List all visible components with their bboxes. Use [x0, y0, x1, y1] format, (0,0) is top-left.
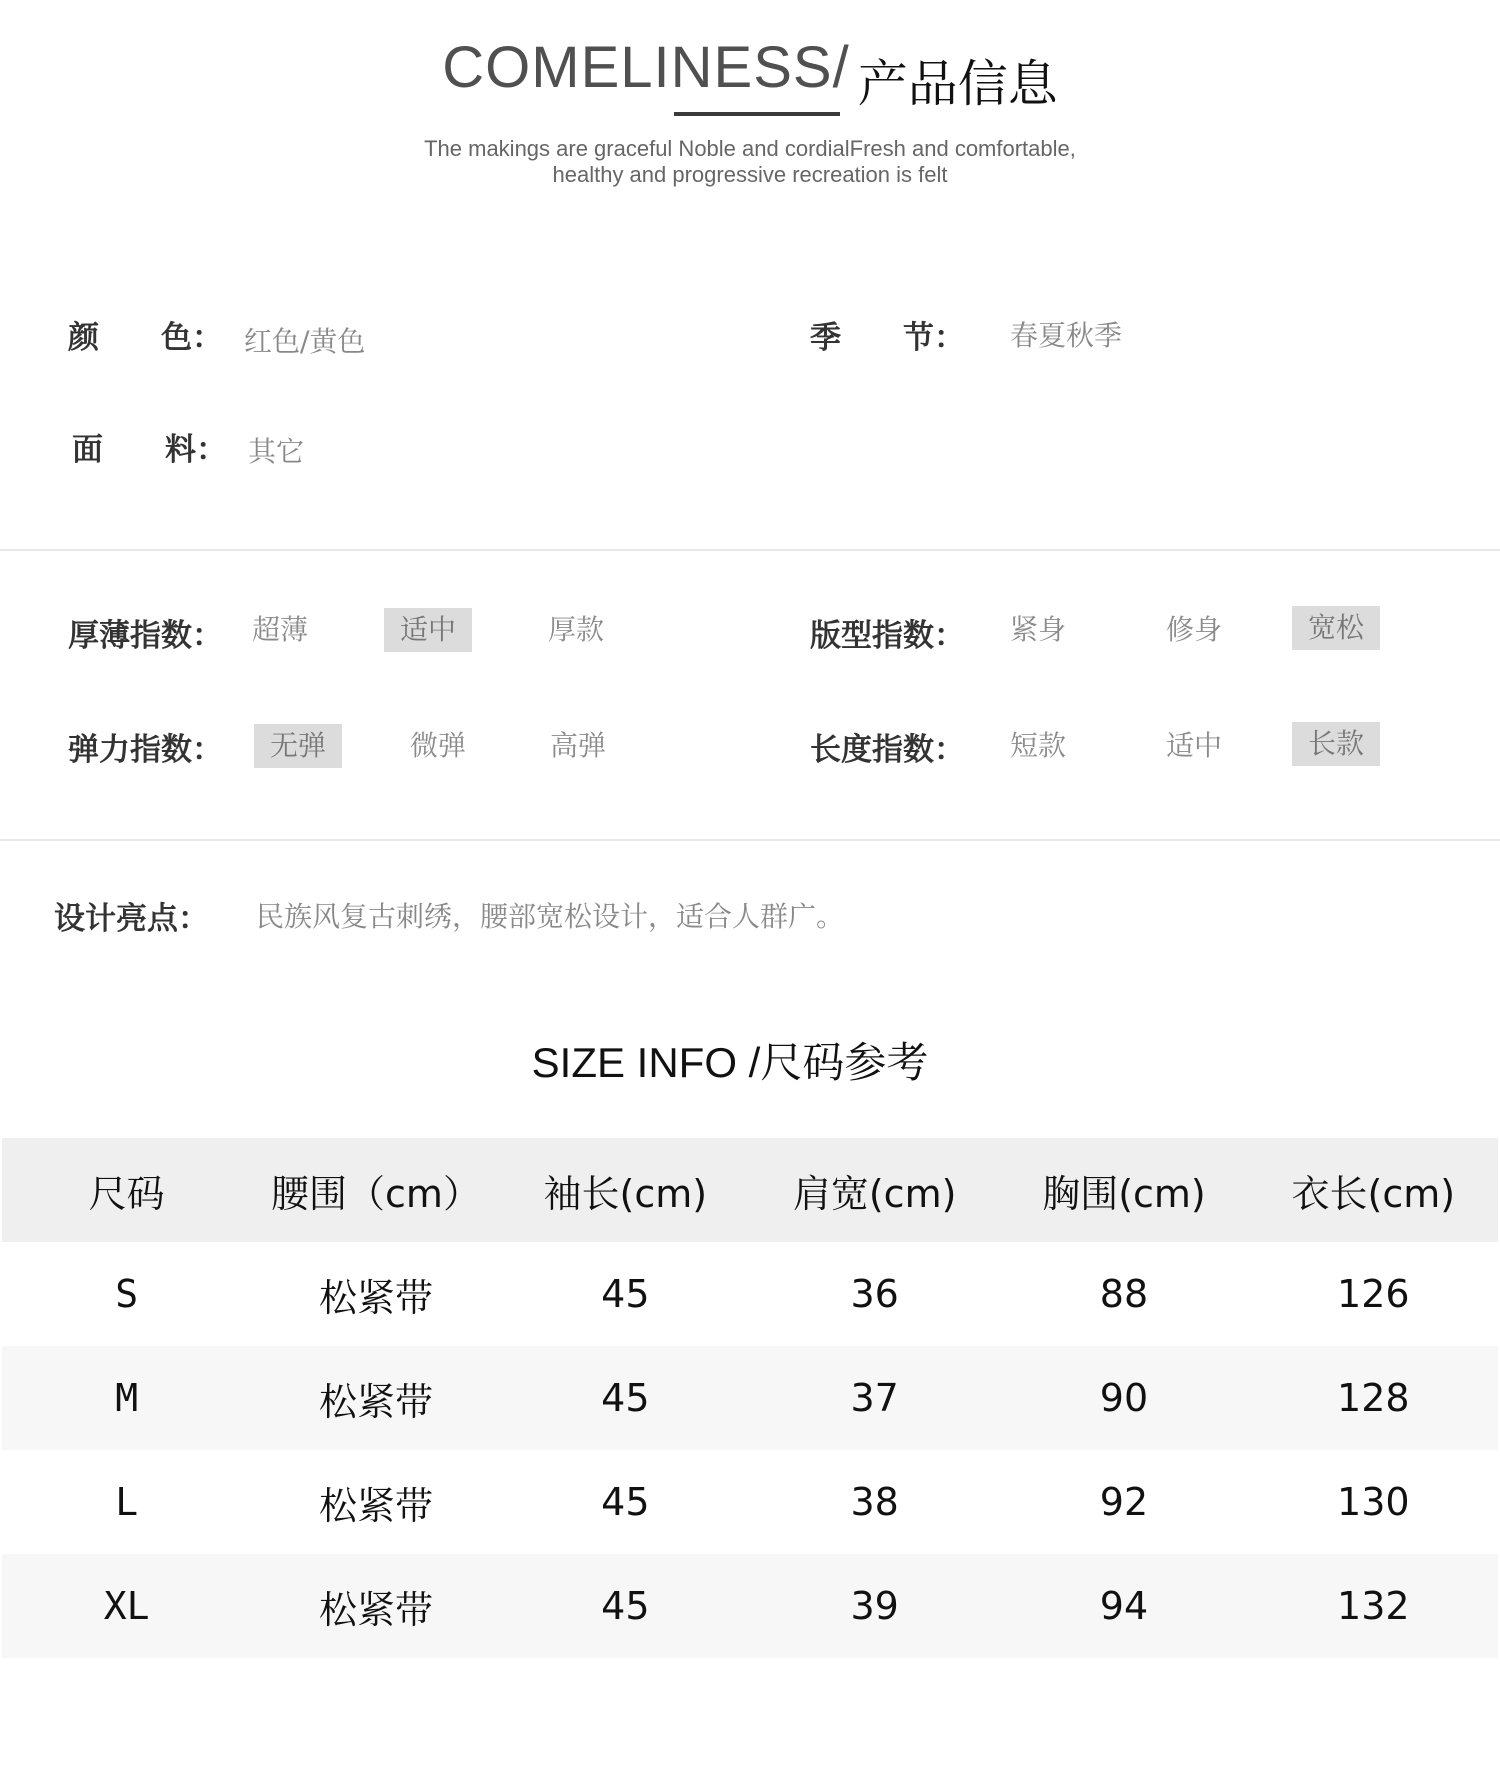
length-cell: 132 [1337, 1584, 1410, 1628]
brand-name-en: COMELINESS/ [442, 35, 850, 100]
design-highlight-label: 设计亮点： [54, 901, 209, 937]
elasticity-index-label: 弹力指数： [68, 732, 223, 768]
size-cell: XL [103, 1584, 150, 1628]
fit-option-slim: 修身 [1166, 613, 1223, 646]
column-header-size: 尺码 [88, 1171, 165, 1216]
column-header-length: 衣长(cm) [1291, 1171, 1456, 1216]
table-row [2, 1242, 1498, 1346]
waist-cell: 松紧带 [318, 1379, 433, 1424]
column-header-shoulder: 肩宽(cm) [792, 1171, 957, 1216]
length-cell: 128 [1337, 1376, 1410, 1420]
length-option-medium: 适中 [1166, 729, 1223, 762]
length-option-long: 长款 [1292, 722, 1380, 766]
waist-cell: 松紧带 [318, 1587, 433, 1632]
column-header-chest: 胸围(cm) [1042, 1171, 1206, 1216]
color-label: 颜 色： [68, 320, 223, 356]
sleeve-cell: 45 [601, 1376, 650, 1420]
size-cell: S [115, 1272, 139, 1316]
fabric-value: 其它 [248, 435, 305, 468]
length-option-short: 短款 [1010, 729, 1067, 762]
season-label: 季 节： [810, 320, 965, 356]
elasticity-option-slight: 微弹 [410, 729, 467, 762]
fit-option-loose: 宽松 [1292, 606, 1380, 650]
size-table [2, 1138, 1498, 1658]
brand-name-cn: 产品信息 [857, 55, 1058, 113]
design-highlight-text: 民族风复古刺绣，腰部宽松设计，适合人群广。 [256, 900, 845, 933]
column-header-sleeve: 袖长(cm) [543, 1171, 708, 1216]
sleeve-cell: 45 [601, 1480, 650, 1524]
elasticity-option-none: 无弹 [254, 724, 342, 768]
fabric-label: 面 料： [72, 432, 227, 468]
thickness-option-medium: 适中 [384, 608, 472, 652]
title-underline [674, 112, 840, 116]
chest-cell: 92 [1099, 1480, 1149, 1524]
table-header-row [2, 1138, 1498, 1242]
size-cell: L [115, 1480, 139, 1524]
section-divider [0, 549, 1500, 551]
shoulder-cell: 39 [850, 1584, 899, 1628]
page-title [0, 30, 1500, 113]
chest-cell: 94 [1099, 1584, 1149, 1628]
table-row [2, 1346, 1498, 1450]
shoulder-cell: 38 [850, 1480, 899, 1524]
waist-cell: 松紧带 [318, 1483, 433, 1528]
elasticity-option-high: 高弹 [550, 729, 607, 762]
season-value: 春夏秋季 [1010, 319, 1123, 352]
table-row [2, 1554, 1498, 1658]
chest-cell: 88 [1099, 1272, 1149, 1316]
fit-option-tight: 紧身 [1010, 613, 1067, 646]
length-cell: 126 [1337, 1272, 1410, 1316]
section-divider [0, 839, 1500, 841]
tagline [0, 136, 1500, 188]
shoulder-cell: 36 [850, 1272, 899, 1316]
thickness-option-ultra-thin: 超薄 [252, 613, 309, 646]
length-index-label: 长度指数： [810, 732, 965, 768]
fit-index-label: 版型指数： [810, 618, 965, 654]
column-header-waist: 腰围（cm） [271, 1171, 481, 1216]
length-cell: 130 [1337, 1480, 1410, 1524]
size-info-title: SIZE INFO /尺码参考 [531, 1039, 929, 1086]
shoulder-cell: 37 [850, 1376, 899, 1420]
thickness-index-label: 厚薄指数： [68, 618, 223, 654]
size-cell: M [115, 1376, 139, 1420]
waist-cell: 松紧带 [318, 1275, 433, 1320]
tagline-line-2: healthy and progressive recreation is felt [552, 162, 948, 187]
table-row [2, 1450, 1498, 1554]
tagline-line-1: The makings are graceful Noble and cordialFresh and comfortable, [424, 136, 1076, 161]
sleeve-cell: 45 [601, 1272, 650, 1316]
chest-cell: 90 [1099, 1376, 1149, 1420]
thickness-option-thick: 厚款 [548, 613, 605, 646]
color-value: 红色/黄色 [244, 325, 366, 358]
sleeve-cell: 45 [601, 1584, 650, 1628]
